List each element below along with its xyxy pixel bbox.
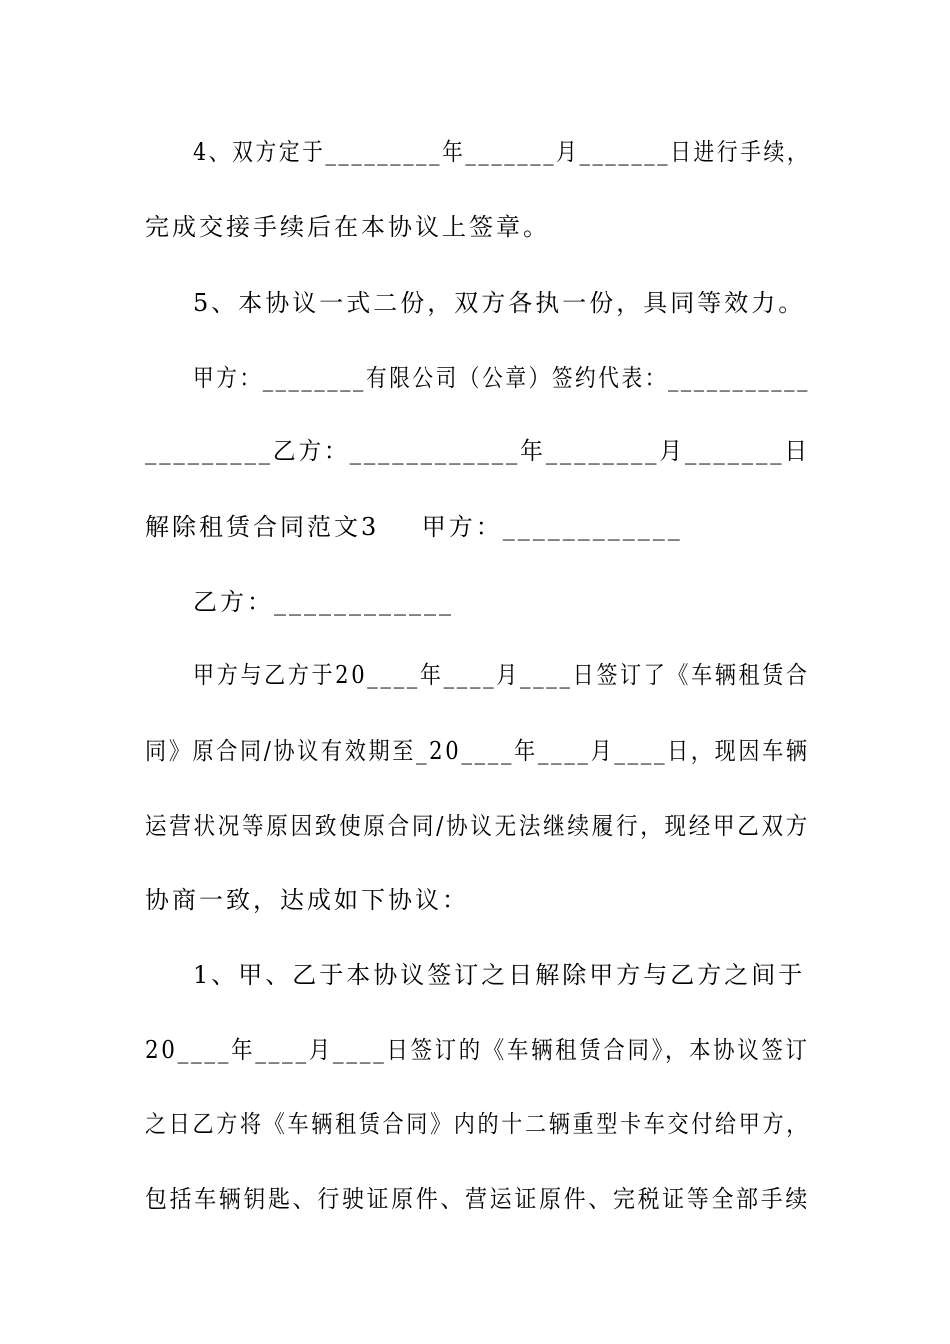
party-a-signature-line: 甲方：________有限公司（公章）签约代表：___________ bbox=[193, 364, 810, 392]
party-b-date-line: _________乙方：____________年________月_______日 bbox=[145, 437, 811, 465]
preamble-line-1: 甲方与乙方于20____年____月____日签订了《车辆租赁合 bbox=[193, 661, 810, 689]
clause-4-line-1: 4、双方定于_________年_______月_______日进行手续， bbox=[193, 138, 811, 166]
preamble-line-2: 同》原合同/协议有效期至_20____年____月____日，现因车辆 bbox=[145, 737, 810, 765]
clause-1-line-2: 20____年____月____日签订的《车辆租赁合同》，本协议签订 bbox=[145, 1036, 810, 1064]
party-b-line: 乙方：____________ bbox=[193, 588, 454, 616]
clause-1-line-3: 之日乙方将《车辆租赁合同》内的十二辆重型卡车交付给甲方， bbox=[145, 1110, 810, 1138]
clause-4-line-2: 完成交接手续后在本协议上签章。 bbox=[145, 213, 550, 241]
clause-1-line-1: 1、甲、乙于本协议签订之日解除甲方与乙方之间于 bbox=[193, 961, 806, 989]
clause-5: 5、本协议一式二份，双方各执一份，具同等效力。 bbox=[193, 289, 806, 317]
section-title-template-3: 解除租赁合同范文3 甲方：____________ bbox=[145, 513, 683, 541]
preamble-line-4: 协商一致，达成如下协议： bbox=[145, 886, 469, 914]
clause-1-line-4: 包括车辆钥匙、行驶证原件、营运证原件、完税证等全部手续 bbox=[145, 1185, 810, 1213]
preamble-line-3: 运营状况等原因致使原合同/协议无法继续履行，现经甲乙双方 bbox=[145, 812, 811, 840]
